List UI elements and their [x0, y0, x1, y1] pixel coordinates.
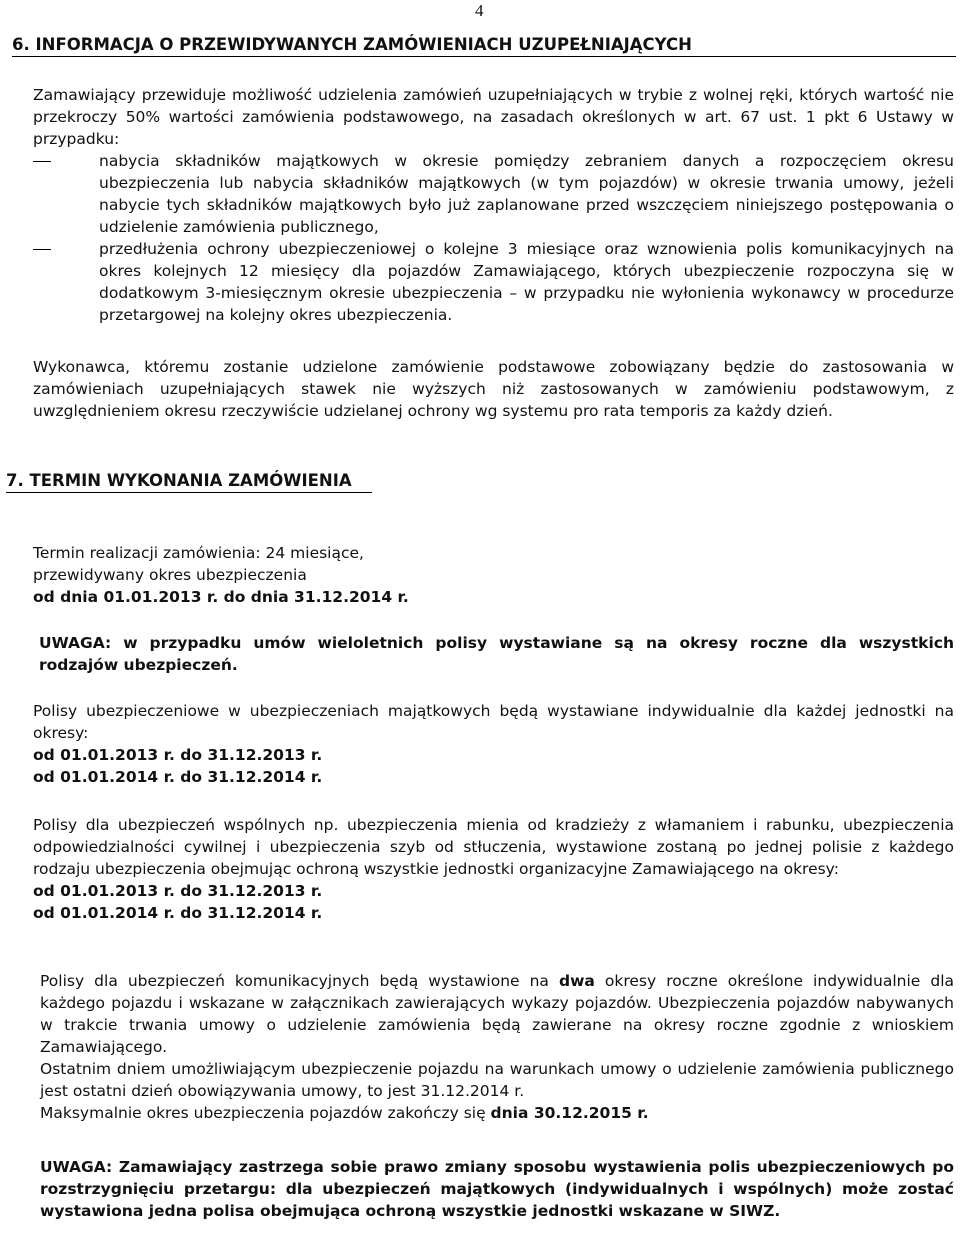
bullet-text: nabycia składników majątkowych w okresie pomiędzy zebraniem danych a rozpoczęciem okresu ubezpieczenia lub nabycia składników majątkowych (w tym pojazdów) w okresie trwania umowy, jeżeli nabycie tych składników majątkowych było już zaplanowane przed wszczęciem niniejszego postępowania o udzielenie zamówienia publicznego,	[99, 152, 954, 236]
property-period: od 01.01.2013 r. do 31.12.2013 r.	[33, 746, 323, 764]
joint-policies	[33, 814, 954, 924]
section-6-intro: Zamawiający przewiduje możliwość udzielenia zamówień uzupełniających w trybie z wolnej ręki, których wartość nie przekroczy 50% wartości zamówienia podstawowego, na zasadach określonych w art. 67 ust. 1 pkt 6 Ustawy w przypadku:	[33, 86, 954, 148]
bullet-item	[33, 150, 954, 238]
bullet-text: przedłużenia ochrony ubezpieczeniowej o kolejne 3 miesiące oraz wznowienia polis komunikacyjnych na okres kolejnych 12 miesięcy dla pojazdów Zamawiającego, których ubezpieczenie rozpoczyna się w dodatkowym 3-miesięcznym okresie ubezpieczenia – w przypadku nie wyłonienia wykonawcy w procedurze przetargowej na kolejny okres ubezpieczenia.	[99, 240, 954, 324]
section-7-heading: 7. TERMIN WYKONANIA ZAMÓWIENIA	[6, 470, 372, 493]
joint-period: od 01.01.2014 r. do 31.12.2014 r.	[33, 904, 323, 922]
section-6-body	[33, 84, 954, 326]
joint-period: od 01.01.2013 r. do 31.12.2013 r.	[33, 882, 323, 900]
property-period: od 01.01.2014 r. do 31.12.2014 r.	[33, 768, 323, 786]
term-block	[33, 542, 954, 608]
section-6-heading: 6. INFORMACJA O PRZEWIDYWANYCH ZAMÓWIENIACH UZUPEŁNIAJĄCYCH	[12, 34, 956, 57]
contractor-paragraph: Wykonawca, któremu zostanie udzielone zamówienie podstawowe zobowiązany będzie do zastosowania w zamówieniach uzupełniających stawek nie wyższych niż zastosowanych w zamówieniu podstawowym, z uwzględnieniem okresu rzeczywiście udzielanej ochrony wg systemu pro rata temporis za każdy dzień.	[33, 358, 954, 420]
motor-text: Polisy dla ubezpieczeń komunikacyjnych będą wystawione na dwa okresy roczne określone indywidualnie dla każdego pojazdu i wskazane w załącznikach zawierających wykazy pojazdów. Ubezpieczenia pojazdów nabywanych w trakcie trwania umowy o udzielenie zamówienia będą zawierane na okresy roczne zgodnie z wnioskiem Zamawiającego.	[40, 972, 955, 1056]
page-number: 4	[475, 1, 484, 20]
joint-text: Polisy dla ubezpieczeń wspólnych np. ubezpieczenia mienia od kradzieży z włamaniem i rabunku, ubezpieczenia odpowiedzialności cywilnej i ubezpieczenia szyb od stłuczenia, wystawione zostaną po jednej polisie z każdego rodzaju ubezpieczenia obejmując ochroną wszystkie jednostki organizacyjne Zamawiającego na okresy:	[33, 816, 954, 878]
motor-policies	[40, 970, 954, 1124]
property-policies	[33, 700, 954, 788]
property-text: Polisy ubezpieczeniowe w ubezpieczeniach majątkowych będą wystawiane indywidualnie dla każdej jednostki na okresy:	[33, 702, 954, 742]
warning-policy-change: UWAGA: Zamawiający zastrzega sobie prawo zmiany sposobu wystawienia polis ubezpieczeniowych po rozstrzygnięciu przetargu: dla ubezpieczeń majątkowych (indywidualnych i wspólnych) może zostać wystawiona jedna polisa obejmująca ochroną wszystkie jednostki wskazane w SIWZ.	[40, 1158, 954, 1220]
max-period-text: Maksymalnie okres ubezpieczenia pojazdów zakończy się dnia 30.12.2015 r.	[40, 1104, 649, 1122]
term-line: Termin realizacji zamówienia: 24 miesiące,	[33, 544, 364, 562]
bullet-item	[33, 238, 954, 326]
warning-multi-year: UWAGA: w przypadku umów wieloletnich polisy wystawiane są na okresy roczne dla wszystkich rodzajów ubezpieczeń.	[39, 634, 954, 674]
last-day-text: Ostatnim dniem umożliwiającym ubezpieczenie pojazdu na warunkach umowy o udzielenie zamówienia publicznego jest ostatni dzień obowiązywania umowy, to jest 31.12.2014 r.	[40, 1060, 954, 1100]
term-dates: od dnia 01.01.2013 r. do dnia 31.12.2014 r.	[33, 588, 409, 606]
term-line: przewidywany okres ubezpieczenia	[33, 566, 307, 584]
